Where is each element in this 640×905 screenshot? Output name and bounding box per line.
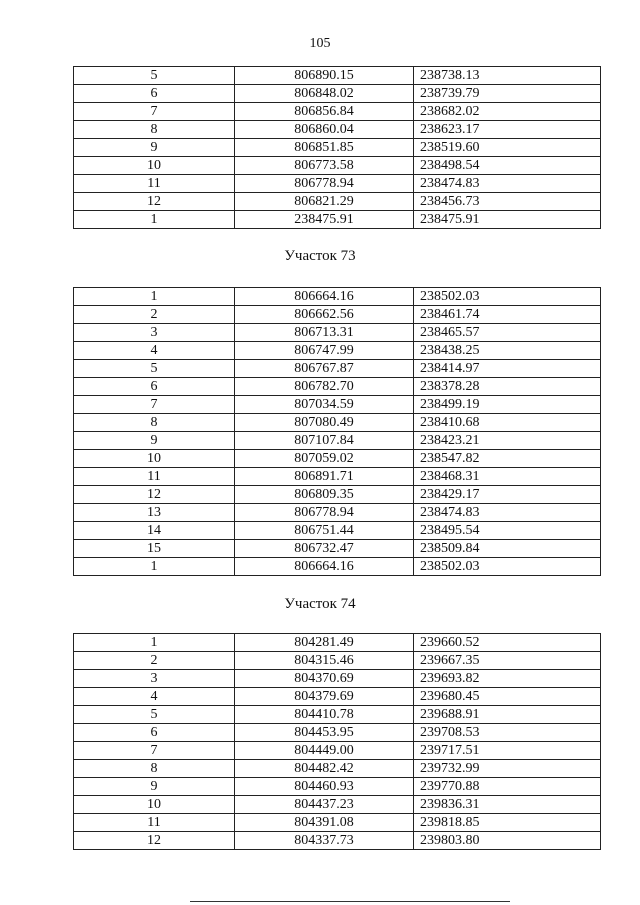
coordinates-table-73 bbox=[73, 287, 601, 576]
y-coordinate-cell: 238502.03 bbox=[414, 558, 601, 576]
x-coordinate-cell: 238475.91 bbox=[235, 211, 414, 229]
point-number-cell: 9 bbox=[74, 778, 235, 796]
table-row bbox=[74, 360, 601, 378]
y-coordinate-cell: 238547.82 bbox=[414, 450, 601, 468]
point-number-cell: 2 bbox=[74, 652, 235, 670]
y-coordinate-cell: 238461.74 bbox=[414, 306, 601, 324]
table-row bbox=[74, 342, 601, 360]
point-number-cell: 4 bbox=[74, 688, 235, 706]
y-coordinate-cell: 238474.83 bbox=[414, 504, 601, 522]
y-coordinate-cell: 238623.17 bbox=[414, 121, 601, 139]
x-coordinate-cell: 806848.02 bbox=[235, 85, 414, 103]
point-number-cell: 7 bbox=[74, 396, 235, 414]
x-coordinate-cell: 804410.78 bbox=[235, 706, 414, 724]
x-coordinate-cell: 806751.44 bbox=[235, 522, 414, 540]
point-number-cell: 10 bbox=[74, 157, 235, 175]
x-coordinate-cell: 804379.69 bbox=[235, 688, 414, 706]
point-number-cell: 1 bbox=[74, 288, 235, 306]
table-row bbox=[74, 103, 601, 121]
x-coordinate-cell: 804460.93 bbox=[235, 778, 414, 796]
x-coordinate-cell: 806809.35 bbox=[235, 486, 414, 504]
table-row bbox=[74, 211, 601, 229]
point-number-cell: 12 bbox=[74, 486, 235, 504]
table-row bbox=[74, 814, 601, 832]
y-coordinate-cell: 239680.45 bbox=[414, 688, 601, 706]
y-coordinate-cell: 238414.97 bbox=[414, 360, 601, 378]
x-coordinate-cell: 807034.59 bbox=[235, 396, 414, 414]
point-number-cell: 5 bbox=[74, 360, 235, 378]
table-body bbox=[74, 288, 601, 576]
table-row bbox=[74, 139, 601, 157]
table-body bbox=[74, 634, 601, 850]
x-coordinate-cell: 806851.85 bbox=[235, 139, 414, 157]
point-number-cell: 11 bbox=[74, 468, 235, 486]
y-coordinate-cell: 239803.80 bbox=[414, 832, 601, 850]
table-row bbox=[74, 670, 601, 688]
y-coordinate-cell: 238498.54 bbox=[414, 157, 601, 175]
table-row bbox=[74, 558, 601, 576]
y-coordinate-cell: 238682.02 bbox=[414, 103, 601, 121]
table-row bbox=[74, 778, 601, 796]
y-coordinate-cell: 238495.54 bbox=[414, 522, 601, 540]
x-coordinate-cell: 806664.16 bbox=[235, 288, 414, 306]
y-coordinate-cell: 238519.60 bbox=[414, 139, 601, 157]
point-number-cell: 11 bbox=[74, 814, 235, 832]
point-number-cell: 8 bbox=[74, 414, 235, 432]
y-coordinate-cell: 238438.25 bbox=[414, 342, 601, 360]
table-row bbox=[74, 85, 601, 103]
table-row bbox=[74, 157, 601, 175]
x-coordinate-cell: 804482.42 bbox=[235, 760, 414, 778]
x-coordinate-cell: 804391.08 bbox=[235, 814, 414, 832]
y-coordinate-cell: 238423.21 bbox=[414, 432, 601, 450]
y-coordinate-cell: 239770.88 bbox=[414, 778, 601, 796]
x-coordinate-cell: 806890.15 bbox=[235, 67, 414, 85]
y-coordinate-cell: 238429.17 bbox=[414, 486, 601, 504]
table-row bbox=[74, 324, 601, 342]
table-row bbox=[74, 832, 601, 850]
table-row bbox=[74, 175, 601, 193]
y-coordinate-cell: 238739.79 bbox=[414, 85, 601, 103]
point-number-cell: 11 bbox=[74, 175, 235, 193]
table-row bbox=[74, 760, 601, 778]
table-row bbox=[74, 432, 601, 450]
x-coordinate-cell: 807107.84 bbox=[235, 432, 414, 450]
table-row bbox=[74, 468, 601, 486]
point-number-cell: 1 bbox=[74, 634, 235, 652]
section-title-73: Участок 73 bbox=[284, 248, 356, 264]
coordinates-table-74 bbox=[73, 633, 601, 850]
point-number-cell: 14 bbox=[74, 522, 235, 540]
point-number-cell: 5 bbox=[74, 67, 235, 85]
y-coordinate-cell: 239688.91 bbox=[414, 706, 601, 724]
x-coordinate-cell: 806732.47 bbox=[235, 540, 414, 558]
y-coordinate-cell: 238502.03 bbox=[414, 288, 601, 306]
y-coordinate-cell: 238465.57 bbox=[414, 324, 601, 342]
y-coordinate-cell: 239717.51 bbox=[414, 742, 601, 760]
point-number-cell: 3 bbox=[74, 324, 235, 342]
table-row bbox=[74, 414, 601, 432]
y-coordinate-cell: 239836.31 bbox=[414, 796, 601, 814]
y-coordinate-cell: 238738.13 bbox=[414, 67, 601, 85]
x-coordinate-cell: 806747.99 bbox=[235, 342, 414, 360]
table-row bbox=[74, 378, 601, 396]
section-title-74: Участок 74 bbox=[284, 596, 356, 612]
coordinates-table-continued bbox=[73, 66, 601, 229]
point-number-cell: 1 bbox=[74, 558, 235, 576]
table-row bbox=[74, 540, 601, 558]
y-coordinate-cell: 238456.73 bbox=[414, 193, 601, 211]
point-number-cell: 10 bbox=[74, 450, 235, 468]
point-number-cell: 6 bbox=[74, 85, 235, 103]
x-coordinate-cell: 804281.49 bbox=[235, 634, 414, 652]
point-number-cell: 9 bbox=[74, 139, 235, 157]
point-number-cell: 13 bbox=[74, 504, 235, 522]
point-number-cell: 9 bbox=[74, 432, 235, 450]
x-coordinate-cell: 804337.73 bbox=[235, 832, 414, 850]
table-row bbox=[74, 742, 601, 760]
point-number-cell: 7 bbox=[74, 103, 235, 121]
x-coordinate-cell: 806860.04 bbox=[235, 121, 414, 139]
x-coordinate-cell: 806891.71 bbox=[235, 468, 414, 486]
x-coordinate-cell: 804315.46 bbox=[235, 652, 414, 670]
table-body bbox=[74, 67, 601, 229]
table-row bbox=[74, 634, 601, 652]
y-coordinate-cell: 239693.82 bbox=[414, 670, 601, 688]
point-number-cell: 8 bbox=[74, 760, 235, 778]
y-coordinate-cell: 238475.91 bbox=[414, 211, 601, 229]
x-coordinate-cell: 806773.58 bbox=[235, 157, 414, 175]
y-coordinate-cell: 238509.84 bbox=[414, 540, 601, 558]
x-coordinate-cell: 804453.95 bbox=[235, 724, 414, 742]
x-coordinate-cell: 807059.02 bbox=[235, 450, 414, 468]
y-coordinate-cell: 238499.19 bbox=[414, 396, 601, 414]
table-row bbox=[74, 522, 601, 540]
table-row bbox=[74, 504, 601, 522]
point-number-cell: 12 bbox=[74, 832, 235, 850]
point-number-cell: 2 bbox=[74, 306, 235, 324]
y-coordinate-cell: 238474.83 bbox=[414, 175, 601, 193]
table-row bbox=[74, 396, 601, 414]
y-coordinate-cell: 239667.35 bbox=[414, 652, 601, 670]
point-number-cell: 6 bbox=[74, 724, 235, 742]
x-coordinate-cell: 806713.31 bbox=[235, 324, 414, 342]
x-coordinate-cell: 806778.94 bbox=[235, 175, 414, 193]
footer-line bbox=[190, 901, 510, 902]
y-coordinate-cell: 239818.85 bbox=[414, 814, 601, 832]
point-number-cell: 8 bbox=[74, 121, 235, 139]
table-row bbox=[74, 486, 601, 504]
y-coordinate-cell: 238378.28 bbox=[414, 378, 601, 396]
point-number-cell: 1 bbox=[74, 211, 235, 229]
y-coordinate-cell: 239660.52 bbox=[414, 634, 601, 652]
table-row bbox=[74, 450, 601, 468]
x-coordinate-cell: 806767.87 bbox=[235, 360, 414, 378]
y-coordinate-cell: 238410.68 bbox=[414, 414, 601, 432]
table-row bbox=[74, 67, 601, 85]
point-number-cell: 7 bbox=[74, 742, 235, 760]
x-coordinate-cell: 806778.94 bbox=[235, 504, 414, 522]
table-row bbox=[74, 193, 601, 211]
y-coordinate-cell: 239732.99 bbox=[414, 760, 601, 778]
table-row bbox=[74, 121, 601, 139]
x-coordinate-cell: 806664.16 bbox=[235, 558, 414, 576]
x-coordinate-cell: 804449.00 bbox=[235, 742, 414, 760]
table-row bbox=[74, 706, 601, 724]
point-number-cell: 12 bbox=[74, 193, 235, 211]
table-row bbox=[74, 724, 601, 742]
point-number-cell: 10 bbox=[74, 796, 235, 814]
table-row bbox=[74, 288, 601, 306]
x-coordinate-cell: 804437.23 bbox=[235, 796, 414, 814]
page-number: 105 bbox=[309, 36, 331, 51]
x-coordinate-cell: 807080.49 bbox=[235, 414, 414, 432]
x-coordinate-cell: 806856.84 bbox=[235, 103, 414, 121]
table-row bbox=[74, 688, 601, 706]
x-coordinate-cell: 806821.29 bbox=[235, 193, 414, 211]
point-number-cell: 5 bbox=[74, 706, 235, 724]
point-number-cell: 6 bbox=[74, 378, 235, 396]
table-row bbox=[74, 306, 601, 324]
x-coordinate-cell: 806782.70 bbox=[235, 378, 414, 396]
table-row bbox=[74, 796, 601, 814]
point-number-cell: 15 bbox=[74, 540, 235, 558]
y-coordinate-cell: 238468.31 bbox=[414, 468, 601, 486]
x-coordinate-cell: 804370.69 bbox=[235, 670, 414, 688]
y-coordinate-cell: 239708.53 bbox=[414, 724, 601, 742]
table-row bbox=[74, 652, 601, 670]
point-number-cell: 4 bbox=[74, 342, 235, 360]
x-coordinate-cell: 806662.56 bbox=[235, 306, 414, 324]
point-number-cell: 3 bbox=[74, 670, 235, 688]
